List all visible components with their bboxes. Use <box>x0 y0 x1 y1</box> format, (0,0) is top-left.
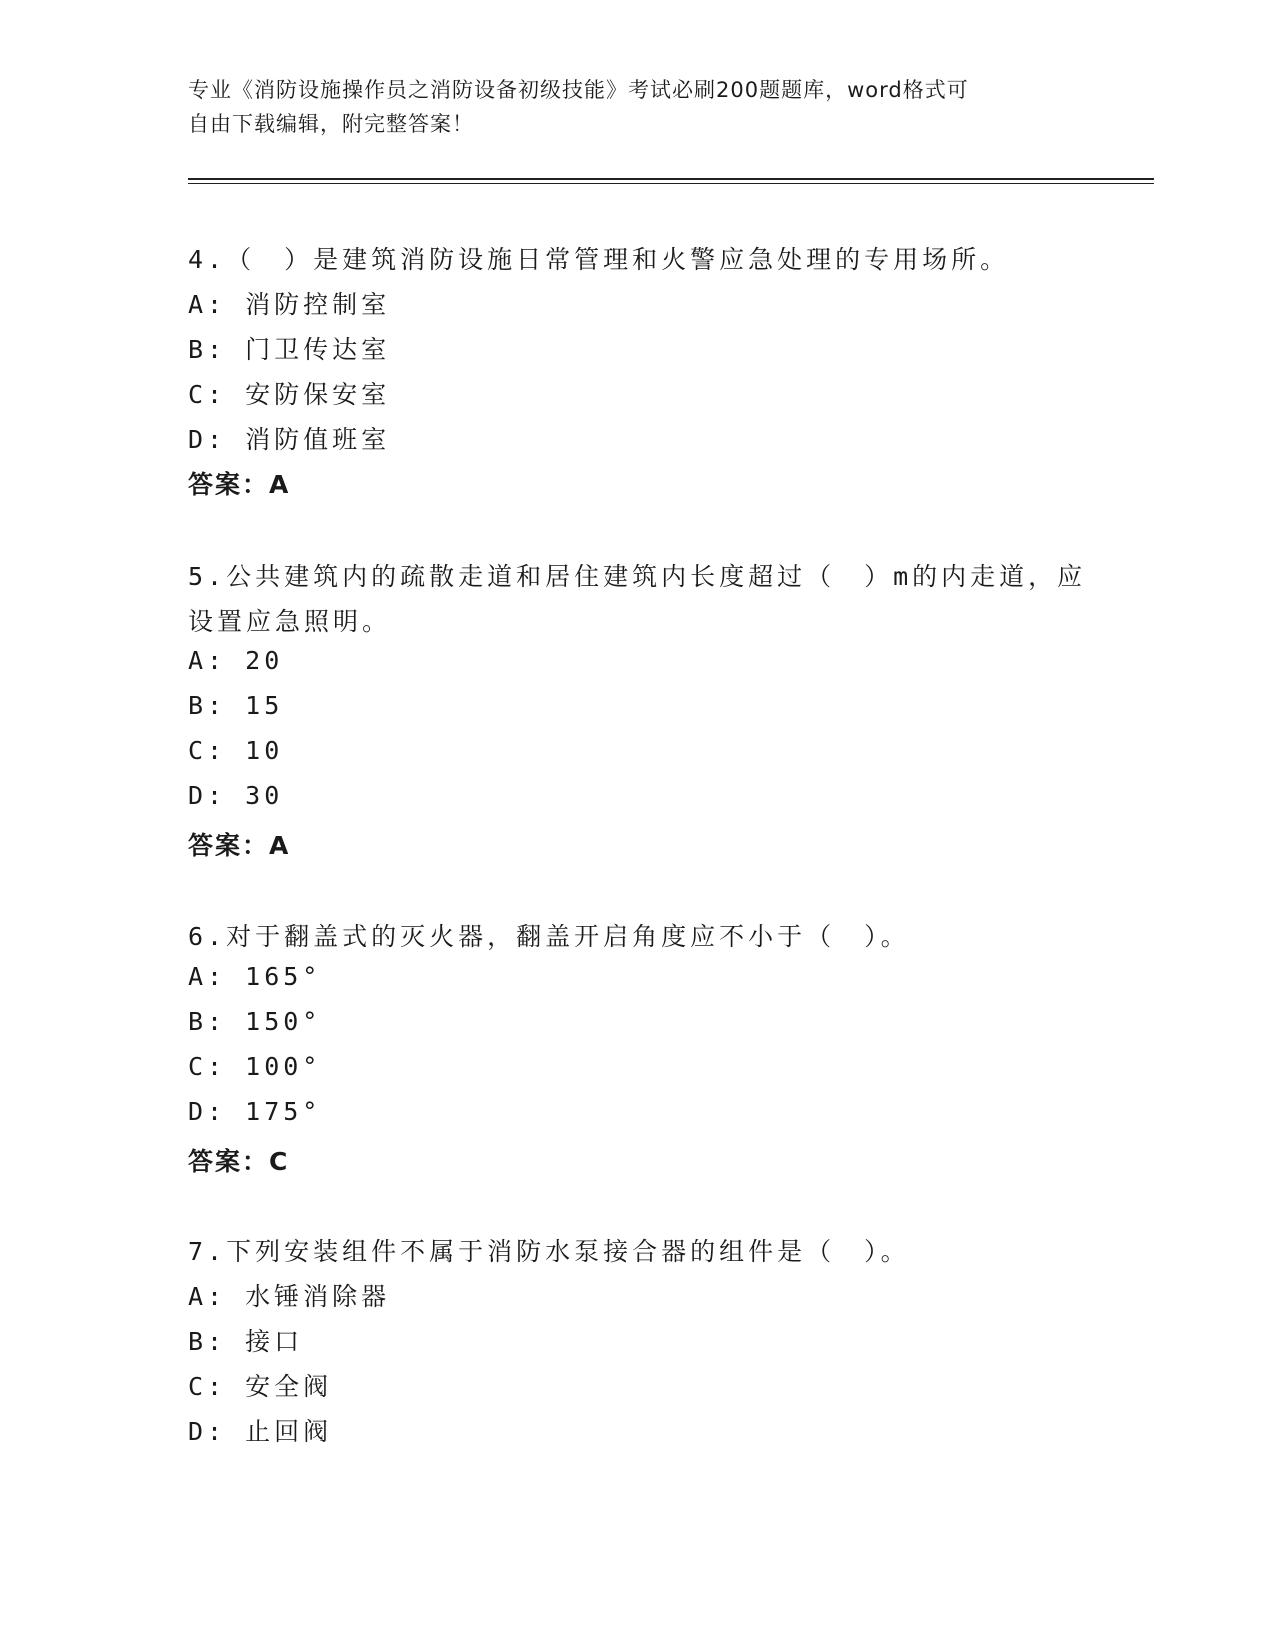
question-7-option-d: D: 止回阀 <box>188 1417 333 1446</box>
header-divider-thick <box>188 178 1154 180</box>
question-4-option-b: B: 门卫传达室 <box>188 335 391 364</box>
question-6-option-c: C: 100° <box>188 1052 322 1081</box>
question-7-option-a: A: 水锤消除器 <box>188 1282 391 1311</box>
question-4-option-d: D: 消防值班室 <box>188 425 391 454</box>
question-4-answer: 答案：A <box>188 470 291 499</box>
question-5-text-line-2: 设置应急照明。 <box>188 607 392 636</box>
question-5-option-c: C: 10 <box>188 736 284 765</box>
question-6-option-a: A: 165° <box>188 962 322 991</box>
question-7-option-c: C: 安全阀 <box>188 1372 333 1401</box>
question-5-text-line-1: 5.公共建筑内的疏散走道和居住建筑内长度超过（ ）m的内走道，应 <box>188 562 1087 591</box>
header-divider-thin <box>188 183 1154 184</box>
question-7-text: 7.下列安装组件不属于消防水泵接合器的组件是（ ）。 <box>188 1237 910 1266</box>
document-header-line-2: 自由下载编辑，附完整答案！ <box>188 112 474 136</box>
question-4-option-c: C: 安防保安室 <box>188 380 391 409</box>
question-5-option-d: D: 30 <box>188 781 284 810</box>
question-7-option-b: B: 接口 <box>188 1327 304 1356</box>
question-6-option-b: B: 150° <box>188 1007 322 1036</box>
question-6-text: 6.对于翻盖式的灭火器，翻盖开启角度应不小于（ ）。 <box>188 922 910 951</box>
question-6-answer: 答案：C <box>188 1147 290 1176</box>
question-4-option-a: A: 消防控制室 <box>188 290 391 319</box>
question-6-option-d: D: 175° <box>188 1097 322 1126</box>
question-5-option-a: A: 20 <box>188 646 284 675</box>
question-5-option-b: B: 15 <box>188 691 284 720</box>
question-5-answer: 答案：A <box>188 831 291 860</box>
question-4-text: 4.（ ）是建筑消防设施日常管理和火警应急处理的专用场所。 <box>188 245 1010 274</box>
document-header-line-1: 专业《消防设施操作员之消防设备初级技能》考试必刷200题题库，word格式可 <box>188 78 969 102</box>
